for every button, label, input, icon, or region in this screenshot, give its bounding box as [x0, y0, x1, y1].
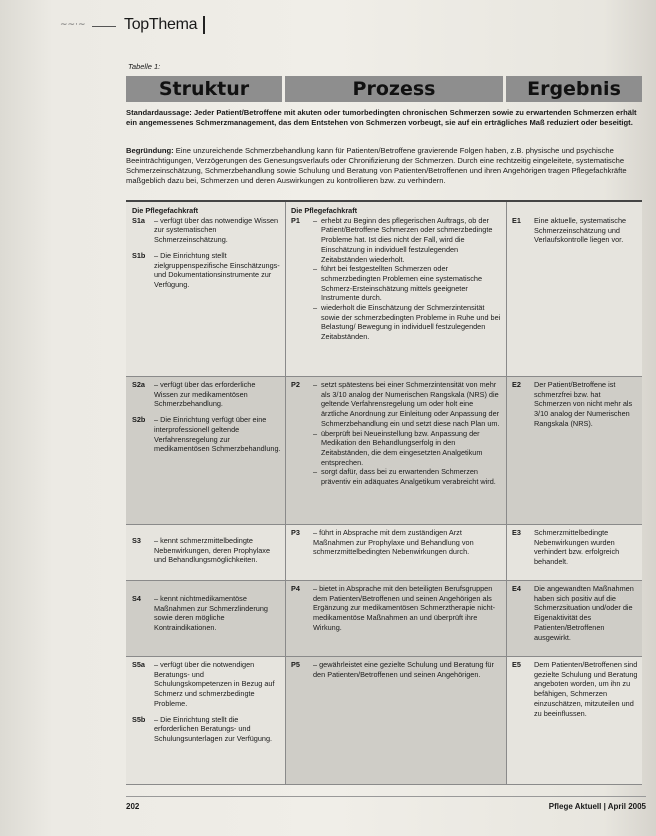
p1-item: – erhebt zu Beginn des pflegerischen Auftrags, ob der Patient/Betroffene Schmerzen oder schmerzbedingte Probleme hat. Ist dies nicht der Fall, wird die Einschätzung in individuell festzulegenden Zeitabständen wiederholt. [313, 216, 502, 265]
row1-struktur [126, 202, 285, 376]
header-title: TopThema [124, 16, 198, 33]
prozess-subject: Die Pflegefachkraft [291, 206, 358, 215]
rationale [126, 146, 642, 186]
row5-prozess [285, 656, 506, 784]
rationale-text: Eine unzureichende Schmerzbehandlung kann für Patienten/Betroffene gravierende Folgen haben, z.B. physische und psychische Beeinträchtigungen, Verzögerungen des Genesungsverlaufs oder Chronifizierung der Schmerzen. Durch eine rechtzeitig eingeleitete, systematische Schmerzeinschätzung, Schmerzbehandlung sowie Schulung und Beratung von Patienten/Betroffenen und ihren Angehörigen tragen Pflegefachkräfte maßgeblich dazu bei, Schmerzen und deren Auswirkungen zu kontrollieren bzw. zu verhindern. [126, 146, 627, 186]
row1-prozess [285, 202, 506, 376]
criterion-s4: S4 – kennt nichtmedikamentöse Maßnahmen zur Schmerzlinderung sowie deren mögliche Kontraindikationen. [132, 594, 268, 633]
criterion-e1: E1 Eine aktuelle, systematische Schmerzeinschätzung und Verlaufskontrolle liegen vor. [512, 216, 627, 245]
criterion-p1: P1 – erhebt zu Beginn des pflegerischen Auftrags, ob der Patient/Betroffene Schmerzen oder schmerzbedingte Probleme hat. Ist dies nicht der Fall, wird die Einschätzung in individuell festzulegenden Zeitabständen wiederholt. – führt bei festgestellten Schmerzen oder schmerzbedingten Problemen eine systematische Schmerz-Ersteinschätzung mittels geeigneter Instrumente durch. – wiederholt die Einschätzung der Schmerzintensität sowie der schmerzbedingten Probleme in Ruhe und bei Belastung/ Bewegung in individuell festzulegenden Zeitabständen. [291, 216, 502, 342]
row-divider [126, 524, 642, 525]
row5-ergebnis [506, 656, 642, 784]
rationale-label: Begründung: [126, 146, 174, 155]
criterion-s1b: S1b – Die Einrichtung stellt zielgruppenspezifische Einschätzungs- und Dokumentationsinstrumente zur Verfügung. [132, 250, 280, 289]
criterion-p2: P2 – setzt spätestens bei einer Schmerzintensität von mehr als 3/10 analog der Numerischen Rangskala (NRS) die geltende Verfahrensregelung um oder holt eine ärztliche Anordnung zur Einleitung oder Anpassung der Schmerzbehandlung ein und setzt diese nach Plan um. – überprüft bei Neueinstellung bzw. Anpassung der Medikation den Behandlungserfolg in den Zeitabständen, die dem eingesetzten Analgetikum entsprechen. – sorgt dafür, dass bei zu erwartenden Schmerzen präventiv ein adäquates Analgetikum verabreicht wird. [291, 380, 502, 487]
criterion-s5a: S5a – verfügt über die notwendigen Beratungs- und Schulungskompetenzen in Bezug auf Schmerz und schmerzbedingte Probleme. [132, 660, 275, 708]
header-rule [92, 26, 116, 27]
row-divider [126, 784, 642, 785]
row4-prozess [285, 580, 506, 656]
column-header-prozess: Prozess [285, 76, 503, 102]
row-divider [126, 376, 642, 377]
struktur-subject: Die Pflegefachkraft [132, 206, 199, 215]
criterion-e3: E3 Schmerzmittelbedingte Nebenwirkungen wurden verhindert bzw. erfolgreich behandelt. [512, 528, 620, 567]
p1-item: – wiederholt die Einschätzung der Schmerzintensität sowie der schmerzbedingten Probleme in Ruhe und bei Belastung/ Bewegung in individuell festzulegenden Zeitabständen. [313, 303, 502, 342]
column-divider [506, 202, 507, 784]
header-mark: ~~·~ [60, 20, 86, 30]
row-divider [126, 580, 642, 581]
criterion-e2: E2 Der Patient/Betroffene ist schmerzfrei bzw. hat Schmerzen von nicht mehr als 3/10 analog der Numerischen Rangskala (NRS). [512, 380, 633, 428]
criterion-s1a: S1a – verfügt über das notwendige Wissen zur systematischen Schmerzeinschätzung. [132, 215, 279, 245]
row4-struktur [126, 580, 285, 656]
criterion-p5: P5 – gewährleistet eine gezielte Schulung und Beratung für den Patienten/Betroffenen und seinen Angehörigen. [291, 660, 494, 679]
row2-struktur [126, 376, 285, 524]
criterion-e4: E4 Die angewandten Maßnahmen haben sich positiv auf die Schmerzsituation und/oder die Eigenaktivität des Patienten/Betroffenen ausgewirkt. [512, 584, 634, 642]
p2-item: – überprüft bei Neueinstellung bzw. Anpassung der Medikation den Behandlungserfolg in den Zeitabständen, die dem eingesetzten Analgetikum entsprechen. [313, 429, 502, 468]
criterion-p3: P3 – führt in Absprache mit dem zuständigen Arzt Maßnahmen zur Prophylaxe und Behandlung von schmerzmittelbedingten Nebenwirkungen durch. [291, 528, 474, 557]
criterion-p4: P4 – bietet in Absprache mit den beteiligten Berufsgruppen dem Patienten/Betroffenen und seinen Angehörigen als Ergänzung zur medikamentösen Schmerztherapie nicht-medikamentöse Maßnahmen an und überprüft ihre Wirkung. [291, 584, 496, 632]
p1-item: – führt bei festgestellten Schmerzen oder schmerzbedingten Problemen eine systematische Schmerz-Ersteinschätzung mittels geeigneter Instrumente durch. [313, 264, 502, 303]
standard-statement: Standardaussage: Jeder Patient/Betroffene mit akuten oder tumorbedingten chronischen Schmerzen sowie zu erwartenden Schmerzen erhält ein angemessenes Schmerzmanagement, das dem Entstehen von Schmerzen vorbeugt, sie auf ein erträgliches Maß reduziert oder beseitigt. [126, 108, 637, 128]
p2-item: – setzt spätestens bei einer Schmerzintensität von mehr als 3/10 analog der Numerischen Rangskala (NRS) die geltende Verfahrensregelung um oder holt eine ärztliche Anordnung zur Einleitung oder Anpassung der Schmerzbehandlung ein und setzt diese nach Plan um. [313, 380, 502, 429]
row4-ergebnis [506, 580, 642, 656]
row3-ergebnis [506, 524, 642, 580]
row3-struktur [126, 524, 285, 580]
column-header-ergebnis: Ergebnis [506, 76, 642, 102]
row2-prozess [285, 376, 506, 524]
criterion-s2a: S2a – verfügt über das erforderliche Wissen zur medikamentösen Schmerzbehandlung. [132, 380, 256, 409]
row-divider [126, 656, 642, 657]
criterion-s2b: S2b – Die Einrichtung verfügt über eine interprofessionell geltende Verfahrensregelung zur medikamentösen Schmerzbehandlung. [132, 415, 281, 454]
footer-rule [126, 796, 646, 797]
row3-prozess [285, 524, 506, 580]
p2-item: – sorgt dafür, dass bei zu erwartenden Schmerzen präventiv ein adäquates Analgetikum verabreicht wird. [313, 467, 502, 486]
criterion-s3: S3 – kennt schmerzmittelbedingte Nebenwirkungen, deren Prophylaxe und Behandlungsmöglichkeiten. [132, 536, 271, 565]
criterion-e5: E5 Dem Patienten/Betroffenen sind gezielte Schulung und Beratung angeboten worden, um ihn zu befähigen, Schmerzen einzuschätzen, mitzuteilen und zu beeinflussen. [512, 660, 638, 718]
row5-struktur [126, 656, 285, 784]
row1-ergebnis [506, 202, 642, 376]
column-divider [285, 202, 286, 784]
journal-name: Pflege Aktuell | April 2005 [548, 802, 646, 811]
criterion-s5b: S5b – Die Einrichtung stellt die erforderlichen Beratungs- und Schulungsunterlagen zur Verfügung. [132, 714, 273, 743]
page-number: 202 [126, 802, 140, 811]
column-header-struktur: Struktur [126, 76, 282, 102]
table-label: Tabelle 1: [128, 62, 161, 71]
row2-ergebnis [506, 376, 642, 524]
header-bar [203, 16, 205, 34]
